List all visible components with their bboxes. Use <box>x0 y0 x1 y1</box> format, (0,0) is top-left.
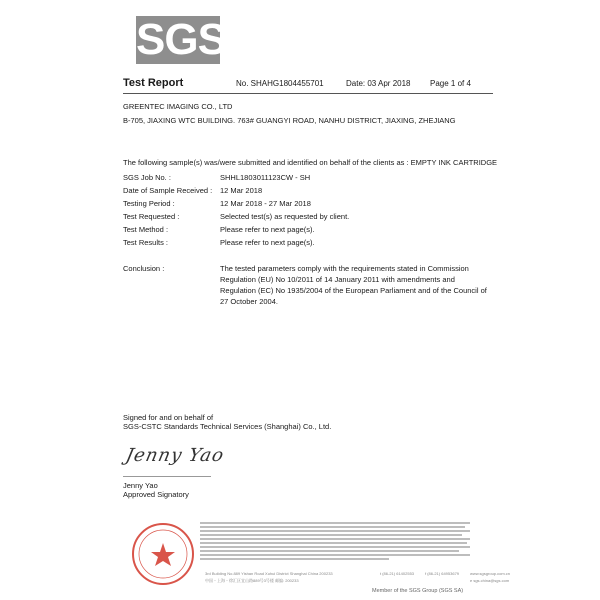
field-label: SGS Job No. : <box>123 173 171 182</box>
footer-tel: t (86-21) 61402553 <box>380 571 415 576</box>
signatory-role: Approved Signatory <box>123 490 189 499</box>
sgs-logo: SGS <box>136 15 226 64</box>
conclusion-text: The tested parameters comply with the requirements stated in Commission Regulation (EU) No 10/2011 of 14 January 2011 with amendments and Regulation (EC) No 1935/2004 of the European Parliament and of the Council of 27 October 2004. <box>220 264 487 306</box>
report-title: Test Report <box>123 77 184 89</box>
footer-address-en: 3rd Building No.889 Yishan Road Xuhui District Shanghai China 200233 <box>205 571 333 576</box>
field-label: Testing Period : <box>123 199 175 208</box>
report-number: No. SHAHG1804455701 <box>236 79 324 88</box>
signatory-name: Jenny Yao <box>123 481 158 490</box>
footer-web: www.sgsgroup.com.cn <box>470 571 511 576</box>
report-date: Date: 03 Apr 2018 <box>346 79 411 88</box>
field-value: Please refer to next page(s). <box>220 225 315 234</box>
signature-line <box>123 476 211 477</box>
field-label: Test Requested : <box>123 212 180 221</box>
field-value: SHHL1803011123CW - SH <box>220 173 311 182</box>
field-value: 12 Mar 2018 <box>220 186 263 195</box>
signed-line2: SGS-CSTC Standards Technical Services (Shanghai) Co., Ltd. <box>123 422 332 431</box>
client-address: B-705, JIAXING WTC BUILDING. 763# GUANGYI ROAD, NANHU DISTRICT, JIAXING, ZHEJIANG <box>123 116 456 125</box>
sgs-group-member: Member of the SGS Group (SGS SA) <box>372 588 464 594</box>
handwritten-signature: Jenny Yao <box>123 445 227 466</box>
terms-fine-print <box>200 522 470 562</box>
signed-line1: Signed for and on behalf of <box>123 413 214 422</box>
field-label: Test Results : <box>123 238 169 247</box>
header-divider <box>123 93 493 94</box>
footer-address-cn: 中国・上海・徐汇区宜山路889号3号楼 邮编: 200233 <box>205 578 299 583</box>
page-indicator: Page 1 of 4 <box>430 79 471 88</box>
field-label: Date of Sample Received : <box>123 186 213 195</box>
client-name: GREENTEC IMAGING CO., LTD <box>123 102 233 111</box>
intro-text: The following sample(s) was/were submitted and identified on behalf of the clients as : EMPTY INK CARTRIDGE <box>123 158 498 167</box>
field-value: Please refer to next page(s). <box>220 238 315 247</box>
field-value: Selected test(s) as requested by client. <box>220 212 350 221</box>
footer-email: e sgs.china@sgs.com <box>470 578 510 583</box>
company-seal-stamp <box>122 521 204 587</box>
footer-fax: f (86-21) 64953679 <box>425 571 460 576</box>
field-value: 12 Mar 2018 - 27 Mar 2018 <box>220 199 311 208</box>
conclusion-label: Conclusion : <box>123 264 165 273</box>
field-label: Test Method : <box>123 225 169 234</box>
